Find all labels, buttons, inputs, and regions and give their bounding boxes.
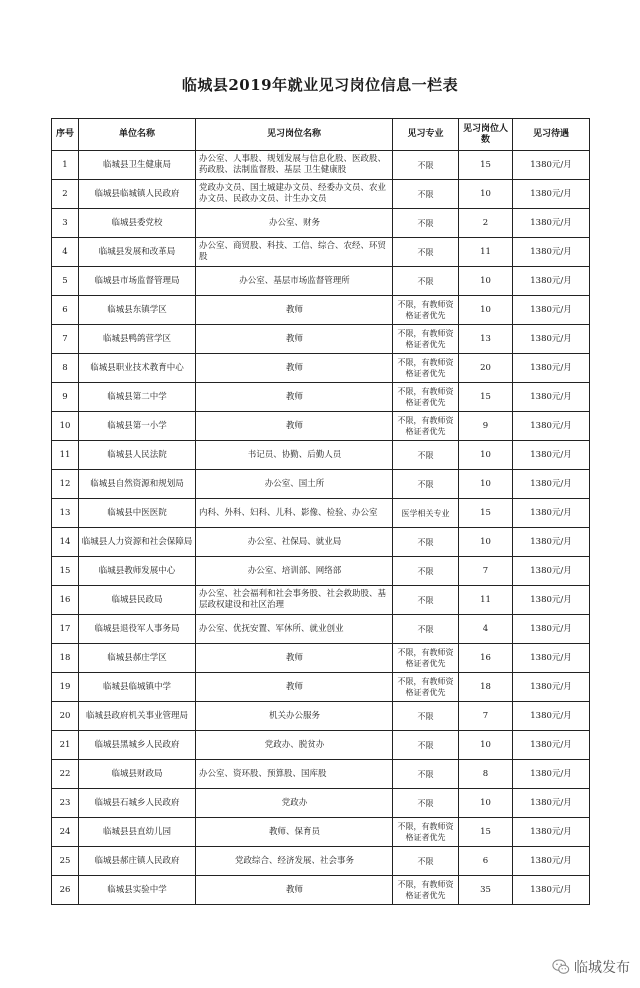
cell-position: 办公室、社保局、就业局: [196, 528, 393, 557]
cell-no: 2: [52, 180, 79, 209]
cell-pay: 1380元/月: [513, 296, 590, 325]
cell-position: 党政综合、经济发展、社会事务: [196, 847, 393, 876]
cell-major: 不限，有教师资格证者优先: [393, 354, 459, 383]
cell-pay: 1380元/月: [513, 557, 590, 586]
cell-count: 10: [459, 296, 513, 325]
header-no: 序号: [52, 119, 79, 151]
cell-no: 11: [52, 441, 79, 470]
cell-no: 14: [52, 528, 79, 557]
header-unit: 单位名称: [79, 119, 196, 151]
table-row: [52, 354, 590, 383]
cell-pay: 1380元/月: [513, 180, 590, 209]
cell-major: 不限，有教师资格证者优先: [393, 325, 459, 354]
table-row: [52, 412, 590, 441]
cell-unit: 临城县鸭鸽营学区: [79, 325, 196, 354]
cell-count: 6: [459, 847, 513, 876]
cell-no: 7: [52, 325, 79, 354]
cell-no: 5: [52, 267, 79, 296]
cell-position: 办公室、社会福利和社会事务股、社会救助股、基层政权建设和社区治理: [196, 586, 393, 615]
table-row: [52, 731, 590, 760]
cell-major: 不限，有教师资格证者优先: [393, 818, 459, 847]
cell-count: 10: [459, 731, 513, 760]
cell-position: 教师: [196, 325, 393, 354]
table-row: [52, 383, 590, 412]
table-row: [52, 673, 590, 702]
cell-position: 办公室、人事股、规划发展与信息化股、医政股、药政股、法制监督股、基层 卫生健康股: [196, 151, 393, 180]
table-row: [52, 499, 590, 528]
cell-major: 不限: [393, 238, 459, 267]
cell-unit: 临城县卫生健康局: [79, 151, 196, 180]
cell-no: 8: [52, 354, 79, 383]
cell-unit: 临城县教师发展中心: [79, 557, 196, 586]
cell-unit: 临城县第二中学: [79, 383, 196, 412]
cell-pay: 1380元/月: [513, 528, 590, 557]
cell-count: 4: [459, 615, 513, 644]
cell-unit: 临城县中医医院: [79, 499, 196, 528]
cell-major: 不限: [393, 615, 459, 644]
table-row: [52, 876, 590, 905]
cell-pay: 1380元/月: [513, 412, 590, 441]
cell-count: 11: [459, 238, 513, 267]
cell-count: 15: [459, 818, 513, 847]
cell-pay: 1380元/月: [513, 354, 590, 383]
cell-unit: 临城县临城镇中学: [79, 673, 196, 702]
cell-position: 教师: [196, 383, 393, 412]
cell-pay: 1380元/月: [513, 267, 590, 296]
cell-count: 10: [459, 470, 513, 499]
cell-pay: 1380元/月: [513, 209, 590, 238]
cell-pay: 1380元/月: [513, 673, 590, 702]
cell-unit: 临城县石城乡人民政府: [79, 789, 196, 818]
cell-pay: 1380元/月: [513, 499, 590, 528]
cell-count: 16: [459, 644, 513, 673]
cell-unit: 临城县市场监督管理局: [79, 267, 196, 296]
header-position: 见习岗位名称: [196, 119, 393, 151]
table-row: [52, 325, 590, 354]
cell-no: 10: [52, 412, 79, 441]
cell-count: 10: [459, 180, 513, 209]
cell-position: 党政办文员、国土城建办文员、经委办文员、农业办文员、民政办文员、计生办文员: [196, 180, 393, 209]
cell-position: 机关办公服务: [196, 702, 393, 731]
cell-unit: 临城县县直幼儿园: [79, 818, 196, 847]
cell-pay: 1380元/月: [513, 151, 590, 180]
cell-major: 不限，有教师资格证者优先: [393, 383, 459, 412]
cell-no: 22: [52, 760, 79, 789]
table-row: [52, 615, 590, 644]
cell-unit: 临城县实验中学: [79, 876, 196, 905]
cell-count: 35: [459, 876, 513, 905]
cell-major: 不限: [393, 847, 459, 876]
cell-pay: 1380元/月: [513, 383, 590, 412]
cell-major: 不限: [393, 209, 459, 238]
table-row: [52, 151, 590, 180]
cell-major: 不限: [393, 441, 459, 470]
table-row: [52, 644, 590, 673]
cell-no: 18: [52, 644, 79, 673]
cell-position: 教师: [196, 354, 393, 383]
cell-pay: 1380元/月: [513, 615, 590, 644]
cell-count: 8: [459, 760, 513, 789]
cell-count: 15: [459, 383, 513, 412]
cell-major: 不限: [393, 470, 459, 499]
cell-unit: 临城县人民法院: [79, 441, 196, 470]
cell-no: 20: [52, 702, 79, 731]
cell-position: 教师: [196, 644, 393, 673]
cell-no: 16: [52, 586, 79, 615]
cell-pay: 1380元/月: [513, 644, 590, 673]
cell-major: 不限: [393, 151, 459, 180]
cell-major: 不限，有教师资格证者优先: [393, 644, 459, 673]
table-body: [52, 151, 590, 905]
table-row: [52, 702, 590, 731]
cell-major: 不限: [393, 702, 459, 731]
cell-no: 19: [52, 673, 79, 702]
cell-pay: 1380元/月: [513, 731, 590, 760]
cell-no: 21: [52, 731, 79, 760]
wechat-icon: [552, 958, 570, 976]
cell-unit: 临城县临城镇人民政府: [79, 180, 196, 209]
cell-major: 不限: [393, 557, 459, 586]
cell-pay: 1380元/月: [513, 760, 590, 789]
cell-pay: 1380元/月: [513, 847, 590, 876]
cell-major: 不限: [393, 586, 459, 615]
cell-no: 15: [52, 557, 79, 586]
cell-position: 教师: [196, 412, 393, 441]
table-row: [52, 760, 590, 789]
cell-pay: 1380元/月: [513, 789, 590, 818]
cell-no: 4: [52, 238, 79, 267]
cell-pay: 1380元/月: [513, 441, 590, 470]
cell-position: 党政办: [196, 789, 393, 818]
cell-no: 1: [52, 151, 79, 180]
cell-count: 15: [459, 151, 513, 180]
cell-no: 13: [52, 499, 79, 528]
cell-unit: 临城县职业技术教育中心: [79, 354, 196, 383]
cell-unit: 临城县退役军人事务局: [79, 615, 196, 644]
cell-unit: 临城县黑城乡人民政府: [79, 731, 196, 760]
cell-major: 不限: [393, 528, 459, 557]
cell-count: 20: [459, 354, 513, 383]
table-row: [52, 789, 590, 818]
cell-position: 办公室、财务: [196, 209, 393, 238]
cell-no: 25: [52, 847, 79, 876]
cell-position: 办公室、国土所: [196, 470, 393, 499]
cell-unit: 临城县委党校: [79, 209, 196, 238]
cell-position: 办公室、商贸股、科技、工信、综合、农经、环贸股: [196, 238, 393, 267]
cell-major: 医学相关专业: [393, 499, 459, 528]
cell-count: 11: [459, 586, 513, 615]
cell-major: 不限，有教师资格证者优先: [393, 412, 459, 441]
cell-pay: 1380元/月: [513, 325, 590, 354]
table-row: [52, 528, 590, 557]
cell-count: 10: [459, 789, 513, 818]
cell-unit: 临城县郝庄学区: [79, 644, 196, 673]
table-row: [52, 238, 590, 267]
table-row: [52, 180, 590, 209]
cell-position: 教师: [196, 673, 393, 702]
cell-no: 17: [52, 615, 79, 644]
table-row: [52, 296, 590, 325]
cell-unit: 临城县财政局: [79, 760, 196, 789]
cell-count: 9: [459, 412, 513, 441]
table-row: [52, 470, 590, 499]
cell-count: 18: [459, 673, 513, 702]
cell-count: 2: [459, 209, 513, 238]
cell-major: 不限，有教师资格证者优先: [393, 876, 459, 905]
table-row: [52, 267, 590, 296]
table-row: [52, 441, 590, 470]
cell-pay: 1380元/月: [513, 876, 590, 905]
cell-position: 内科、外科、妇科、儿科、影像、检验、办公室: [196, 499, 393, 528]
cell-position: 教师: [196, 876, 393, 905]
cell-no: 23: [52, 789, 79, 818]
cell-major: 不限，有教师资格证者优先: [393, 673, 459, 702]
cell-no: 26: [52, 876, 79, 905]
cell-major: 不限: [393, 267, 459, 296]
table-row: [52, 847, 590, 876]
header-pay: 见习待遇: [513, 119, 590, 151]
internship-table: [51, 118, 590, 905]
cell-pay: 1380元/月: [513, 702, 590, 731]
cell-pay: 1380元/月: [513, 818, 590, 847]
cell-position: 办公室、培训部、网络部: [196, 557, 393, 586]
cell-major: 不限: [393, 731, 459, 760]
cell-major: 不限: [393, 789, 459, 818]
cell-position: 党政办、脱贫办: [196, 731, 393, 760]
table-row: [52, 586, 590, 615]
table-row: [52, 557, 590, 586]
cell-no: 3: [52, 209, 79, 238]
cell-count: 13: [459, 325, 513, 354]
cell-position: 教师: [196, 296, 393, 325]
table-row: [52, 209, 590, 238]
cell-no: 6: [52, 296, 79, 325]
watermark-text: 临城发布: [574, 960, 630, 976]
cell-position: 书记员、协勤、后勤人员: [196, 441, 393, 470]
cell-no: 9: [52, 383, 79, 412]
cell-unit: 临城县第一小学: [79, 412, 196, 441]
cell-major: 不限，有教师资格证者优先: [393, 296, 459, 325]
cell-unit: 临城县东镇学区: [79, 296, 196, 325]
table-row: [52, 818, 590, 847]
cell-unit: 临城县发展和改革局: [79, 238, 196, 267]
cell-unit: 临城县民政局: [79, 586, 196, 615]
header-row: [52, 119, 590, 151]
header-count: 见习岗位人数: [459, 119, 513, 151]
cell-position: 办公室、资环股、预算股、国库股: [196, 760, 393, 789]
header-major: 见习专业: [393, 119, 459, 151]
cell-pay: 1380元/月: [513, 470, 590, 499]
cell-unit: 临城县郝庄镇人民政府: [79, 847, 196, 876]
cell-position: 办公室、优抚安置、军休所、就业创业: [196, 615, 393, 644]
watermark: [552, 957, 630, 977]
cell-pay: 1380元/月: [513, 238, 590, 267]
cell-major: 不限: [393, 760, 459, 789]
cell-count: 15: [459, 499, 513, 528]
cell-position: 教师、保育员: [196, 818, 393, 847]
cell-count: 10: [459, 441, 513, 470]
cell-count: 7: [459, 557, 513, 586]
cell-no: 24: [52, 818, 79, 847]
cell-count: 10: [459, 528, 513, 557]
cell-unit: 临城县政府机关事业管理局: [79, 702, 196, 731]
cell-major: 不限: [393, 180, 459, 209]
cell-count: 7: [459, 702, 513, 731]
cell-unit: 临城县自然资源和规划局: [79, 470, 196, 499]
page-title: 临城县2019年就业见习岗位信息一栏表: [181, 76, 459, 94]
cell-pay: 1380元/月: [513, 586, 590, 615]
cell-unit: 临城县人力资源和社会保障局: [79, 528, 196, 557]
cell-position: 办公室、基层市场监督管理所: [196, 267, 393, 296]
cell-count: 10: [459, 267, 513, 296]
cell-no: 12: [52, 470, 79, 499]
